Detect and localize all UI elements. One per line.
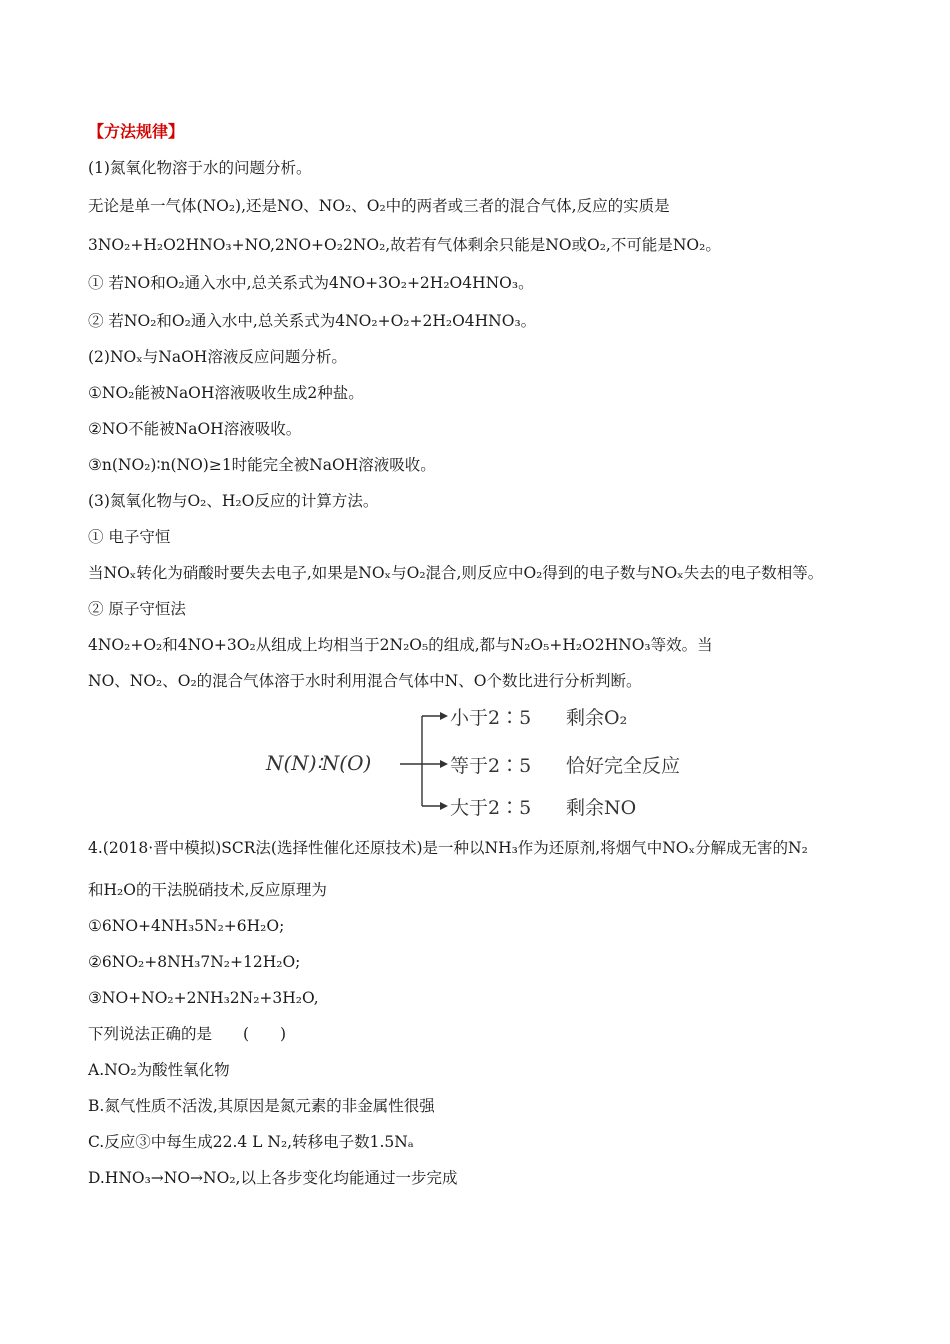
reaction-1: ①6NO+4NH₃5N₂+6H₂O; [88, 917, 285, 935]
option-c: C.反应③中每生成22.4 L N₂,转移电子数1.5Nₐ [88, 1133, 414, 1151]
branch-2-result: 恰好完全反应 [566, 755, 681, 777]
option-d: D.HNO₃→NO→NO₂,以上各步变化均能通过一步完成 [88, 1169, 458, 1187]
method-2-text-1: 4NO₂+O₂和4NO+3O₂从组成上均相当于2N₂O₅的组成,都与N₂O₅+H₂O2HNO₃等效。当 [88, 636, 713, 654]
method-1-text: 当NOₓ转化为硝酸时要失去电子,如果是NOₓ与O₂混合,则反应中O₂得到的电子数与NOₓ失去的电子数相等。 [88, 564, 824, 582]
method-2-text-2: NO、NO₂、O₂的混合气体溶于水时利用混合气体中N、O个数比进行分析判断。 [88, 672, 642, 690]
method-1-title: ① 电子守恒 [88, 528, 171, 546]
subsection-1-item-2: ② 若NO₂和O₂通入水中,总关系式为4NO₂+O₂+2H₂O4HNO₃。 [88, 312, 537, 330]
subsection-2-title: (2)NOₓ与NaOH溶液反应问题分析。 [88, 348, 347, 366]
branch-1-result: 剩余O₂ [566, 707, 628, 729]
branch-2-condition: 等于2∶5 [450, 755, 532, 777]
subsection-1-item-1: ① 若NO和O₂通入水中,总关系式为4NO+3O₂+2H₂O4HNO₃。 [88, 274, 534, 292]
section-heading: 【方法规律】 [88, 122, 185, 141]
subsection-3-title: (3)氮氧化物与O₂、H₂O反应的计算方法。 [88, 492, 379, 510]
subsection-1-title: (1)氮氧化物溶于水的问题分析。 [88, 159, 312, 177]
branch-1-condition: 小于2∶5 [450, 707, 532, 729]
option-a: A.NO₂为酸性氧化物 [88, 1061, 230, 1079]
diagram-arrowhead-bottom [440, 802, 448, 810]
method-2-title: ② 原子守恒法 [88, 600, 186, 618]
subsection-1-reaction: 3NO₂+H₂O2HNO₃+NO,2NO+O₂2NO₂,故若有气体剩余只能是NO或O₂,不可能是NO₂。 [88, 236, 721, 254]
subsection-2-item-3: ③n(NO₂)∶n(NO)≥1时能完全被NaOH溶液吸收。 [88, 456, 436, 474]
option-b: B.氮气性质不活泼,其原因是氮元素的非金属性很强 [88, 1097, 435, 1115]
diagram-arrowhead-middle [440, 760, 448, 768]
subsection-2-item-2: ②NO不能被NaOH溶液吸收。 [88, 420, 302, 438]
question-4-stem-1: 4.(2018·晋中模拟)SCR法(选择性催化还原技术)是一种以NH₃作为还原剂,将烟气中NOₓ分解成无害的N₂ [88, 839, 808, 857]
reaction-2: ②6NO₂+8NH₃7N₂+12H₂O; [88, 953, 301, 971]
question-4-stem-2: 和H₂O的干法脱硝技术,反应原理为 [88, 881, 327, 899]
ratio-branch-diagram [260, 702, 720, 826]
subsection-1-intro: 无论是单一气体(NO₂),还是NO、NO₂、O₂中的两者或三者的混合气体,反应的实质是 [88, 197, 670, 215]
branch-3-result: 剩余NO [566, 797, 637, 819]
branch-3-condition: 大于2∶5 [450, 797, 532, 819]
diagram-arrowhead-top [440, 712, 448, 720]
reaction-3: ③NO+NO₂+2NH₃2N₂+3H₂O, [88, 989, 319, 1007]
question-prompt: 下列说法正确的是 ( ) [88, 1025, 287, 1043]
subsection-2-item-1: ①NO₂能被NaOH溶液吸收生成2种盐。 [88, 384, 364, 402]
diagram-root-label: N(N)∶N(O) [266, 751, 372, 775]
